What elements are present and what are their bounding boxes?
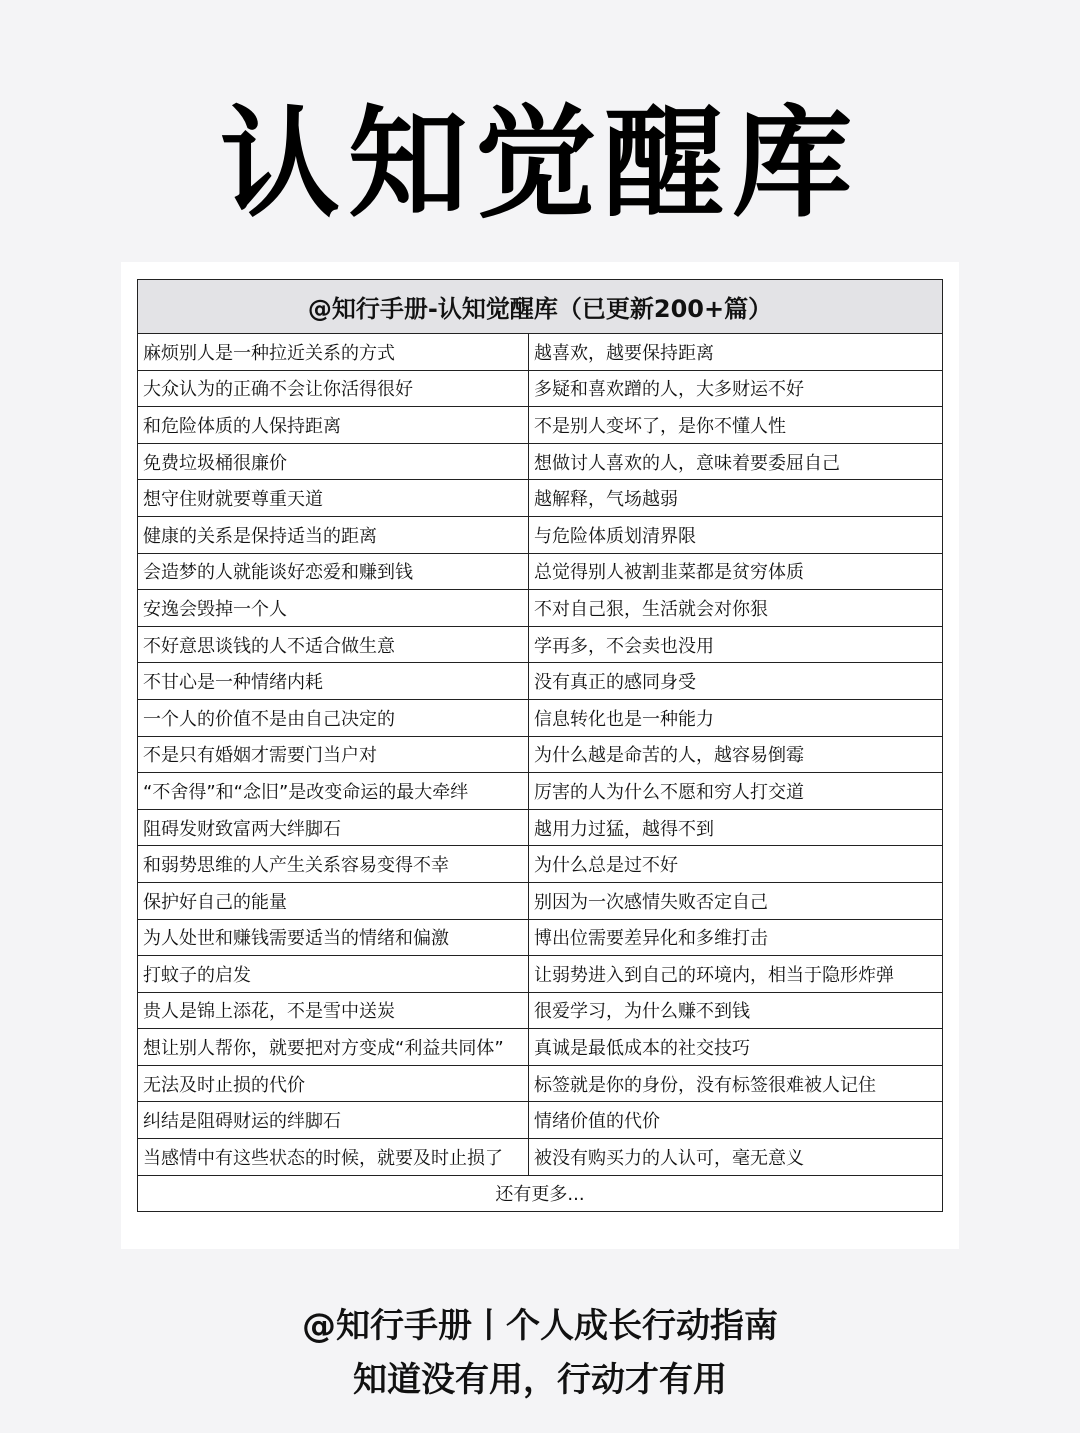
table-cell-left[interactable]: 为人处世和赚钱需要适当的情绪和偏激 (138, 919, 529, 956)
table-cell-left[interactable]: 会造梦的人就能谈好恋爱和赚到钱 (138, 553, 529, 590)
table-cell-left[interactable]: 安逸会毁掉一个人 (138, 590, 529, 627)
table-cell-left[interactable]: 大众认为的正确不会让你活得很好 (138, 370, 529, 407)
table-cell-right[interactable]: 信息转化也是一种能力 (529, 699, 943, 736)
table-row (138, 407, 943, 444)
table-row (138, 553, 943, 590)
table-row (138, 773, 943, 810)
table-header-row (138, 280, 943, 334)
table-row (138, 882, 943, 919)
table-cell-left[interactable]: 阻碍发财致富两大绊脚石 (138, 809, 529, 846)
table-cell-right[interactable]: 总觉得别人被割韭菜都是贫穷体质 (529, 553, 943, 590)
table-row (138, 846, 943, 883)
table-row (138, 956, 943, 993)
table-cell-right[interactable]: 为什么总是过不好 (529, 846, 943, 883)
page-title: 认知觉醒库 (220, 95, 860, 234)
table-row (138, 663, 943, 700)
table-cell-left[interactable]: 和弱势思维的人产生关系容易变得不幸 (138, 846, 529, 883)
table-cell-left[interactable]: 当感情中有这些状态的时候，就要及时止损了 (138, 1139, 529, 1176)
table-cell-left[interactable]: 健康的关系是保持适当的距离 (138, 516, 529, 553)
table-cell-right[interactable]: 厉害的人为什么不愿和穷人打交道 (529, 773, 943, 810)
table-cell-left[interactable]: 麻烦别人是一种拉近关系的方式 (138, 334, 529, 371)
table-row (138, 516, 943, 553)
table-row (138, 480, 943, 517)
table-cell-right[interactable]: 学再多，不会卖也没用 (529, 626, 943, 663)
table-cell-right[interactable]: 博出位需要差异化和多维打击 (529, 919, 943, 956)
footer-line-2: 知道没有用，行动才有用 (353, 1360, 727, 1400)
table-cell-right[interactable]: 让弱势进入到自己的环境内，相当于隐形炸弹 (529, 956, 943, 993)
table-row (138, 1029, 943, 1066)
table-cell-left[interactable]: 不好意思谈钱的人不适合做生意 (138, 626, 529, 663)
table-row (138, 699, 943, 736)
table-cell-right[interactable]: 越用力过猛，越得不到 (529, 809, 943, 846)
topics-table (137, 279, 943, 1212)
table-row (138, 736, 943, 773)
table-row (138, 809, 943, 846)
table-row (138, 1102, 943, 1139)
table-row (138, 1065, 943, 1102)
table-cell-left[interactable]: 无法及时止损的代价 (138, 1065, 529, 1102)
table-cell-left[interactable]: 保护好自己的能量 (138, 882, 529, 919)
table-row (138, 334, 943, 371)
table-cell-right[interactable]: 没有真正的感同身受 (529, 663, 943, 700)
table-cell-right[interactable]: 与危险体质划清界限 (529, 516, 943, 553)
table-row (138, 626, 943, 663)
table-cell-left[interactable]: 贵人是锦上添花，不是雪中送炭 (138, 992, 529, 1029)
table-cell-right[interactable]: 不是别人变坏了，是你不懂人性 (529, 407, 943, 444)
table-cell-right[interactable]: 情绪价值的代价 (529, 1102, 943, 1139)
table-cell-left[interactable]: 不是只有婚姻才需要门当户对 (138, 736, 529, 773)
more-row (138, 1175, 943, 1212)
table-cell-left[interactable]: 免费垃圾桶很廉价 (138, 443, 529, 480)
table-cell-left[interactable]: 一个人的价值不是由自己决定的 (138, 699, 529, 736)
table-cell-right[interactable]: 别因为一次感情失败否定自己 (529, 882, 943, 919)
table-cell-right[interactable]: 想做讨人喜欢的人，意味着要委屈自己 (529, 443, 943, 480)
table-row (138, 443, 943, 480)
table-cell-right[interactable]: 为什么越是命苦的人，越容易倒霉 (529, 736, 943, 773)
table-cell-right[interactable]: 不对自己狠，生活就会对你狠 (529, 590, 943, 627)
table-cell-right[interactable]: 很爱学习，为什么赚不到钱 (529, 992, 943, 1029)
table-cell-right[interactable]: 多疑和喜欢蹭的人，大多财运不好 (529, 370, 943, 407)
table-cell-left[interactable]: 想守住财就要尊重天道 (138, 480, 529, 517)
table-cell-left[interactable]: 和危险体质的人保持距离 (138, 407, 529, 444)
table-cell-right[interactable]: 越解释，气场越弱 (529, 480, 943, 517)
table-cell-right[interactable]: 越喜欢，越要保持距离 (529, 334, 943, 371)
table-cell-left[interactable]: “不舍得”和“念旧”是改变命运的最大牵绊 (138, 773, 529, 810)
table-header: @知行手册-认知觉醒库（已更新200+篇） (138, 280, 943, 334)
table-card (121, 262, 959, 1249)
table-row (138, 919, 943, 956)
table-cell-right[interactable]: 真诚是最低成本的社交技巧 (529, 1029, 943, 1066)
table-row (138, 992, 943, 1029)
table-cell-left[interactable]: 纠结是阻碍财运的绊脚石 (138, 1102, 529, 1139)
footer-line-1: @知行手册丨个人成长行动指南 (302, 1306, 778, 1346)
table-row (138, 590, 943, 627)
table-cell-left[interactable]: 想让别人帮你，就要把对方变成“利益共同体” (138, 1029, 529, 1066)
table-cell-left[interactable]: 不甘心是一种情绪内耗 (138, 663, 529, 700)
table-row (138, 370, 943, 407)
table-cell-right[interactable]: 被没有购买力的人认可，毫无意义 (529, 1139, 943, 1176)
table-row (138, 1139, 943, 1176)
more-link[interactable]: 还有更多... (138, 1175, 943, 1212)
table-cell-right[interactable]: 标签就是你的身份，没有标签很难被人记住 (529, 1065, 943, 1102)
table-cell-left[interactable]: 打蚊子的启发 (138, 956, 529, 993)
